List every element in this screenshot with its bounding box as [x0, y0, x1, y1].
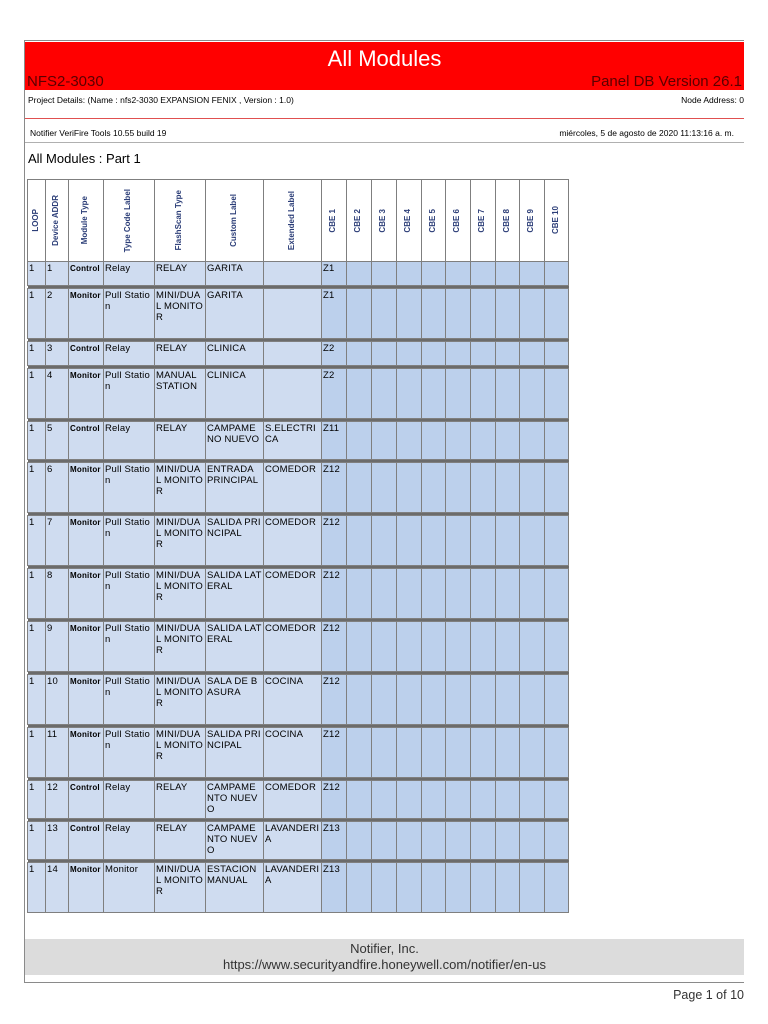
cell-custom: GARITA	[206, 262, 264, 286]
cell-module-type: Monitor	[69, 728, 104, 778]
cell-cbe	[471, 342, 496, 366]
cell-cbe	[397, 516, 422, 566]
cell-cbe	[347, 463, 372, 513]
cell-type-code: Relay	[104, 342, 155, 366]
cell-cbe	[496, 781, 520, 819]
cell-extended: COMEDOR	[264, 516, 322, 566]
cell-cbe	[422, 422, 446, 460]
cell-cbe	[446, 675, 471, 725]
cell-cbe	[545, 781, 569, 819]
cell-extended: COCINA	[264, 728, 322, 778]
cell-module-type: Monitor	[69, 622, 104, 672]
table-row	[28, 863, 569, 913]
cell-cbe	[446, 342, 471, 366]
cell-cbe	[446, 516, 471, 566]
cell-cbe	[496, 342, 520, 366]
cell-cbe	[347, 863, 372, 913]
cell-cbe	[520, 463, 545, 513]
cell-type-code: Pull Station	[104, 463, 155, 513]
cell-type-code: Pull Station	[104, 675, 155, 725]
cell-cbe	[471, 422, 496, 460]
column-header: Module Type	[69, 180, 104, 262]
column-header: Custom Label	[206, 180, 264, 262]
cell-cbe	[520, 262, 545, 286]
cell-cbe1: Z11	[322, 422, 347, 460]
cell-cbe	[347, 675, 372, 725]
cell-cbe	[520, 863, 545, 913]
cell-loop: 1	[28, 569, 46, 619]
cell-addr: 12	[46, 781, 69, 819]
cell-custom: SALIDA LATERAL	[206, 569, 264, 619]
cell-module-type: Monitor	[69, 516, 104, 566]
cell-cbe	[397, 369, 422, 419]
cell-cbe	[446, 463, 471, 513]
cell-cbe	[422, 569, 446, 619]
cell-cbe	[446, 289, 471, 339]
cell-cbe	[446, 781, 471, 819]
project-details: Project Details: (Name : nfs2-3030 EXPANSION FENIX , Version : 1.0)	[28, 95, 294, 105]
cell-custom: SALIDA PRINCIPAL	[206, 516, 264, 566]
column-header: CBE 8	[496, 180, 520, 262]
cell-cbe	[397, 289, 422, 339]
page-number: Page 1 of 10	[673, 988, 744, 1002]
cell-cbe	[471, 822, 496, 860]
cell-cbe1: Z2	[322, 342, 347, 366]
cell-cbe	[496, 622, 520, 672]
cell-cbe	[422, 781, 446, 819]
cell-addr: 9	[46, 622, 69, 672]
cell-flashscan: RELAY	[155, 262, 206, 286]
cell-flashscan: MINI/DUAL MONITOR	[155, 516, 206, 566]
cell-cbe	[372, 622, 397, 672]
cell-loop: 1	[28, 863, 46, 913]
cell-flashscan: RELAY	[155, 422, 206, 460]
cell-cbe	[545, 262, 569, 286]
cell-cbe1: Z12	[322, 569, 347, 619]
cell-cbe	[446, 262, 471, 286]
cell-custom: ESTACION MANUAL	[206, 863, 264, 913]
cell-type-code: Relay	[104, 781, 155, 819]
cell-extended: COMEDOR	[264, 569, 322, 619]
cell-extended: COCINA	[264, 675, 322, 725]
cell-cbe	[397, 622, 422, 672]
cell-cbe	[520, 342, 545, 366]
cell-addr: 7	[46, 516, 69, 566]
cell-module-type: Monitor	[69, 289, 104, 339]
cell-cbe	[347, 622, 372, 672]
cell-extended: S.ELECTRICA	[264, 422, 322, 460]
table-row	[28, 781, 569, 819]
cell-module-type: Monitor	[69, 675, 104, 725]
cell-cbe	[471, 622, 496, 672]
cell-cbe1: Z13	[322, 822, 347, 860]
cell-cbe	[496, 569, 520, 619]
cell-custom: CLINICA	[206, 369, 264, 419]
section-title: All Modules : Part 1	[28, 151, 141, 166]
divider	[25, 118, 744, 119]
cell-flashscan: MINI/DUAL MONITOR	[155, 863, 206, 913]
cell-cbe	[397, 463, 422, 513]
cell-module-type: Control	[69, 342, 104, 366]
cell-cbe	[347, 822, 372, 860]
cell-module-type: Monitor	[69, 569, 104, 619]
table-row	[28, 728, 569, 778]
cell-cbe	[422, 262, 446, 286]
cell-cbe	[372, 463, 397, 513]
column-header: FlashScan Type	[155, 180, 206, 262]
cell-cbe	[372, 369, 397, 419]
cell-cbe	[372, 822, 397, 860]
column-header: CBE 9	[520, 180, 545, 262]
cell-type-code: Pull Station	[104, 569, 155, 619]
cell-cbe	[446, 822, 471, 860]
cell-cbe	[372, 728, 397, 778]
cell-custom: SALIDA LATERAL	[206, 622, 264, 672]
cell-flashscan: RELAY	[155, 342, 206, 366]
cell-cbe	[520, 622, 545, 672]
cell-flashscan: MINI/DUAL MONITOR	[155, 569, 206, 619]
cell-cbe	[397, 342, 422, 366]
column-header: Device ADDR	[46, 180, 69, 262]
table-row	[28, 369, 569, 419]
cell-cbe	[471, 463, 496, 513]
cell-cbe	[422, 516, 446, 566]
divider	[25, 142, 744, 143]
cell-type-code: Pull Station	[104, 728, 155, 778]
cell-flashscan: RELAY	[155, 781, 206, 819]
cell-loop: 1	[28, 289, 46, 339]
cell-flashscan: MINI/DUAL MONITOR	[155, 728, 206, 778]
cell-extended	[264, 342, 322, 366]
cell-loop: 1	[28, 822, 46, 860]
cell-cbe	[545, 863, 569, 913]
cell-cbe	[372, 675, 397, 725]
cell-cbe	[446, 863, 471, 913]
cell-custom: ENTRADA PRINCIPAL	[206, 463, 264, 513]
table-row	[28, 822, 569, 860]
cell-cbe	[372, 569, 397, 619]
cell-extended: COMEDOR	[264, 463, 322, 513]
cell-cbe	[372, 422, 397, 460]
cell-cbe	[496, 289, 520, 339]
cell-cbe1: Z12	[322, 516, 347, 566]
cell-cbe	[422, 463, 446, 513]
panel-model: NFS2-3030	[27, 73, 104, 90]
cell-flashscan: MINI/DUAL MONITOR	[155, 675, 206, 725]
cell-cbe1: Z2	[322, 369, 347, 419]
cell-cbe	[347, 569, 372, 619]
cell-cbe	[446, 622, 471, 672]
cell-cbe	[422, 728, 446, 778]
node-address: Node Address: 0	[681, 95, 744, 105]
cell-cbe	[496, 463, 520, 513]
cell-cbe	[545, 569, 569, 619]
cell-type-code: Relay	[104, 422, 155, 460]
cell-custom: CAMPAMENO NUEVO	[206, 422, 264, 460]
cell-cbe	[397, 675, 422, 725]
cell-cbe	[496, 863, 520, 913]
cell-cbe	[496, 262, 520, 286]
panel-db-version: Panel DB Version 26.1	[591, 73, 742, 90]
cell-cbe	[545, 369, 569, 419]
cell-cbe1: Z12	[322, 781, 347, 819]
cell-cbe1: Z12	[322, 675, 347, 725]
cell-loop: 1	[28, 369, 46, 419]
cell-cbe	[496, 822, 520, 860]
cell-loop: 1	[28, 675, 46, 725]
cell-cbe	[496, 675, 520, 725]
cell-cbe	[397, 728, 422, 778]
cell-loop: 1	[28, 342, 46, 366]
cell-cbe	[422, 822, 446, 860]
cell-flashscan: MINI/DUAL MONITOR	[155, 463, 206, 513]
cell-cbe	[471, 781, 496, 819]
cell-cbe	[446, 422, 471, 460]
cell-extended: COMEDOR	[264, 781, 322, 819]
cell-addr: 6	[46, 463, 69, 513]
table-row	[28, 675, 569, 725]
cell-cbe	[545, 622, 569, 672]
cell-extended: COMEDOR	[264, 622, 322, 672]
cell-cbe	[422, 369, 446, 419]
cell-cbe	[422, 622, 446, 672]
cell-cbe	[422, 675, 446, 725]
cell-module-type: Control	[69, 422, 104, 460]
cell-module-type: Control	[69, 781, 104, 819]
cell-cbe	[520, 289, 545, 339]
cell-cbe	[520, 728, 545, 778]
column-header: CBE 10	[545, 180, 569, 262]
table-body	[28, 262, 569, 913]
cell-cbe	[372, 342, 397, 366]
cell-cbe	[397, 422, 422, 460]
cell-cbe	[372, 516, 397, 566]
cell-type-code: Pull Station	[104, 369, 155, 419]
panel-info-bar	[25, 74, 744, 90]
table-row	[28, 516, 569, 566]
column-header: CBE 2	[347, 180, 372, 262]
cell-cbe	[372, 781, 397, 819]
cell-cbe1: Z13	[322, 863, 347, 913]
cell-cbe	[372, 262, 397, 286]
cell-cbe	[397, 822, 422, 860]
cell-cbe	[347, 422, 372, 460]
cell-cbe	[545, 728, 569, 778]
cell-extended: LAVANDERIA	[264, 822, 322, 860]
modules-table	[27, 179, 569, 913]
cell-cbe	[545, 342, 569, 366]
cell-loop: 1	[28, 728, 46, 778]
cell-cbe	[520, 369, 545, 419]
cell-cbe	[471, 289, 496, 339]
report-title: All Modules	[25, 42, 744, 74]
table-row	[28, 463, 569, 513]
table-row	[28, 569, 569, 619]
cell-cbe	[422, 342, 446, 366]
cell-cbe	[347, 289, 372, 339]
cell-custom: GARITA	[206, 289, 264, 339]
cell-module-type: Control	[69, 262, 104, 286]
cell-cbe	[545, 463, 569, 513]
cell-flashscan: MANUAL STATION	[155, 369, 206, 419]
cell-module-type: Monitor	[69, 463, 104, 513]
cell-cbe	[520, 516, 545, 566]
cell-cbe	[545, 289, 569, 339]
cell-cbe	[422, 863, 446, 913]
cell-loop: 1	[28, 262, 46, 286]
cell-cbe	[471, 863, 496, 913]
column-header: Extended Label	[264, 180, 322, 262]
cell-cbe	[471, 262, 496, 286]
cell-module-type: Control	[69, 822, 104, 860]
cell-flashscan: MINI/DUAL MONITOR	[155, 289, 206, 339]
cell-addr: 2	[46, 289, 69, 339]
cell-cbe	[471, 369, 496, 419]
cell-cbe	[520, 781, 545, 819]
cell-extended: LAVANDERIA	[264, 863, 322, 913]
cell-cbe	[397, 569, 422, 619]
table-row	[28, 342, 569, 366]
cell-cbe1: Z1	[322, 289, 347, 339]
cell-addr: 11	[46, 728, 69, 778]
cell-addr: 1	[46, 262, 69, 286]
cell-cbe	[347, 728, 372, 778]
cell-cbe	[347, 342, 372, 366]
cell-cbe	[422, 289, 446, 339]
column-header: CBE 7	[471, 180, 496, 262]
cell-addr: 10	[46, 675, 69, 725]
cell-loop: 1	[28, 516, 46, 566]
cell-custom: CAMPAMENTO NUEVO	[206, 781, 264, 819]
cell-addr: 14	[46, 863, 69, 913]
cell-module-type: Monitor	[69, 369, 104, 419]
cell-custom: CAMPAMENTO NUEVO	[206, 822, 264, 860]
column-header: Type Code Label	[104, 180, 155, 262]
cell-custom: SALA DE BASURA	[206, 675, 264, 725]
cell-cbe	[471, 569, 496, 619]
cell-loop: 1	[28, 622, 46, 672]
cell-cbe	[545, 516, 569, 566]
cell-cbe1: Z1	[322, 262, 347, 286]
cell-extended	[264, 369, 322, 419]
cell-extended	[264, 262, 322, 286]
company-url: https://www.securityandfire.honeywell.com/notifier/en-us	[223, 957, 546, 972]
cell-type-code: Monitor	[104, 863, 155, 913]
cell-type-code: Relay	[104, 262, 155, 286]
cell-addr: 8	[46, 569, 69, 619]
cell-addr: 4	[46, 369, 69, 419]
cell-cbe	[446, 728, 471, 778]
cell-cbe1: Z12	[322, 463, 347, 513]
cell-type-code: Pull Station	[104, 289, 155, 339]
cell-cbe	[372, 863, 397, 913]
cell-loop: 1	[28, 463, 46, 513]
cell-cbe	[520, 822, 545, 860]
cell-flashscan: MINI/DUAL MONITOR	[155, 622, 206, 672]
cell-cbe	[347, 781, 372, 819]
table-row	[28, 289, 569, 339]
cell-cbe	[545, 675, 569, 725]
cell-cbe	[520, 675, 545, 725]
column-header: CBE 6	[446, 180, 471, 262]
column-header: CBE 3	[372, 180, 397, 262]
cell-cbe	[545, 822, 569, 860]
cell-cbe	[347, 369, 372, 419]
cell-cbe	[545, 422, 569, 460]
cell-extended	[264, 289, 322, 339]
table-row	[28, 422, 569, 460]
table-row	[28, 262, 569, 286]
cell-cbe	[397, 262, 422, 286]
cell-loop: 1	[28, 422, 46, 460]
cell-cbe	[397, 863, 422, 913]
cell-cbe1: Z12	[322, 622, 347, 672]
table-header	[28, 180, 569, 262]
column-header: CBE 4	[397, 180, 422, 262]
cell-cbe	[347, 516, 372, 566]
cell-cbe	[397, 781, 422, 819]
cell-custom: SALIDA PRINCIPAL	[206, 728, 264, 778]
cell-cbe	[496, 422, 520, 460]
cell-cbe	[471, 675, 496, 725]
cell-cbe	[520, 569, 545, 619]
cell-flashscan: RELAY	[155, 822, 206, 860]
report-timestamp: miércoles, 5 de agosto de 2020 11:13:16 a. m.	[559, 128, 734, 138]
cell-addr: 13	[46, 822, 69, 860]
cell-cbe	[372, 289, 397, 339]
cell-cbe	[496, 728, 520, 778]
cell-cbe	[520, 422, 545, 460]
cell-type-code: Pull Station	[104, 622, 155, 672]
cell-cbe1: Z12	[322, 728, 347, 778]
cell-type-code: Pull Station	[104, 516, 155, 566]
cell-module-type: Monitor	[69, 863, 104, 913]
cell-cbe	[347, 262, 372, 286]
cell-loop: 1	[28, 781, 46, 819]
table-row	[28, 622, 569, 672]
cell-custom: CLINICA	[206, 342, 264, 366]
company-name: Notifier, Inc.	[350, 941, 419, 956]
cell-addr: 3	[46, 342, 69, 366]
cell-cbe	[496, 369, 520, 419]
footer	[25, 939, 744, 975]
cell-cbe	[446, 569, 471, 619]
cell-cbe	[471, 516, 496, 566]
column-header: CBE 1	[322, 180, 347, 262]
cell-cbe	[496, 516, 520, 566]
cell-type-code: Relay	[104, 822, 155, 860]
column-header: CBE 5	[422, 180, 446, 262]
cell-cbe	[471, 728, 496, 778]
cell-addr: 5	[46, 422, 69, 460]
column-header: LOOP	[28, 180, 46, 262]
tool-version: Notifier VeriFire Tools 10.55 build 19	[30, 128, 167, 138]
cell-cbe	[446, 369, 471, 419]
